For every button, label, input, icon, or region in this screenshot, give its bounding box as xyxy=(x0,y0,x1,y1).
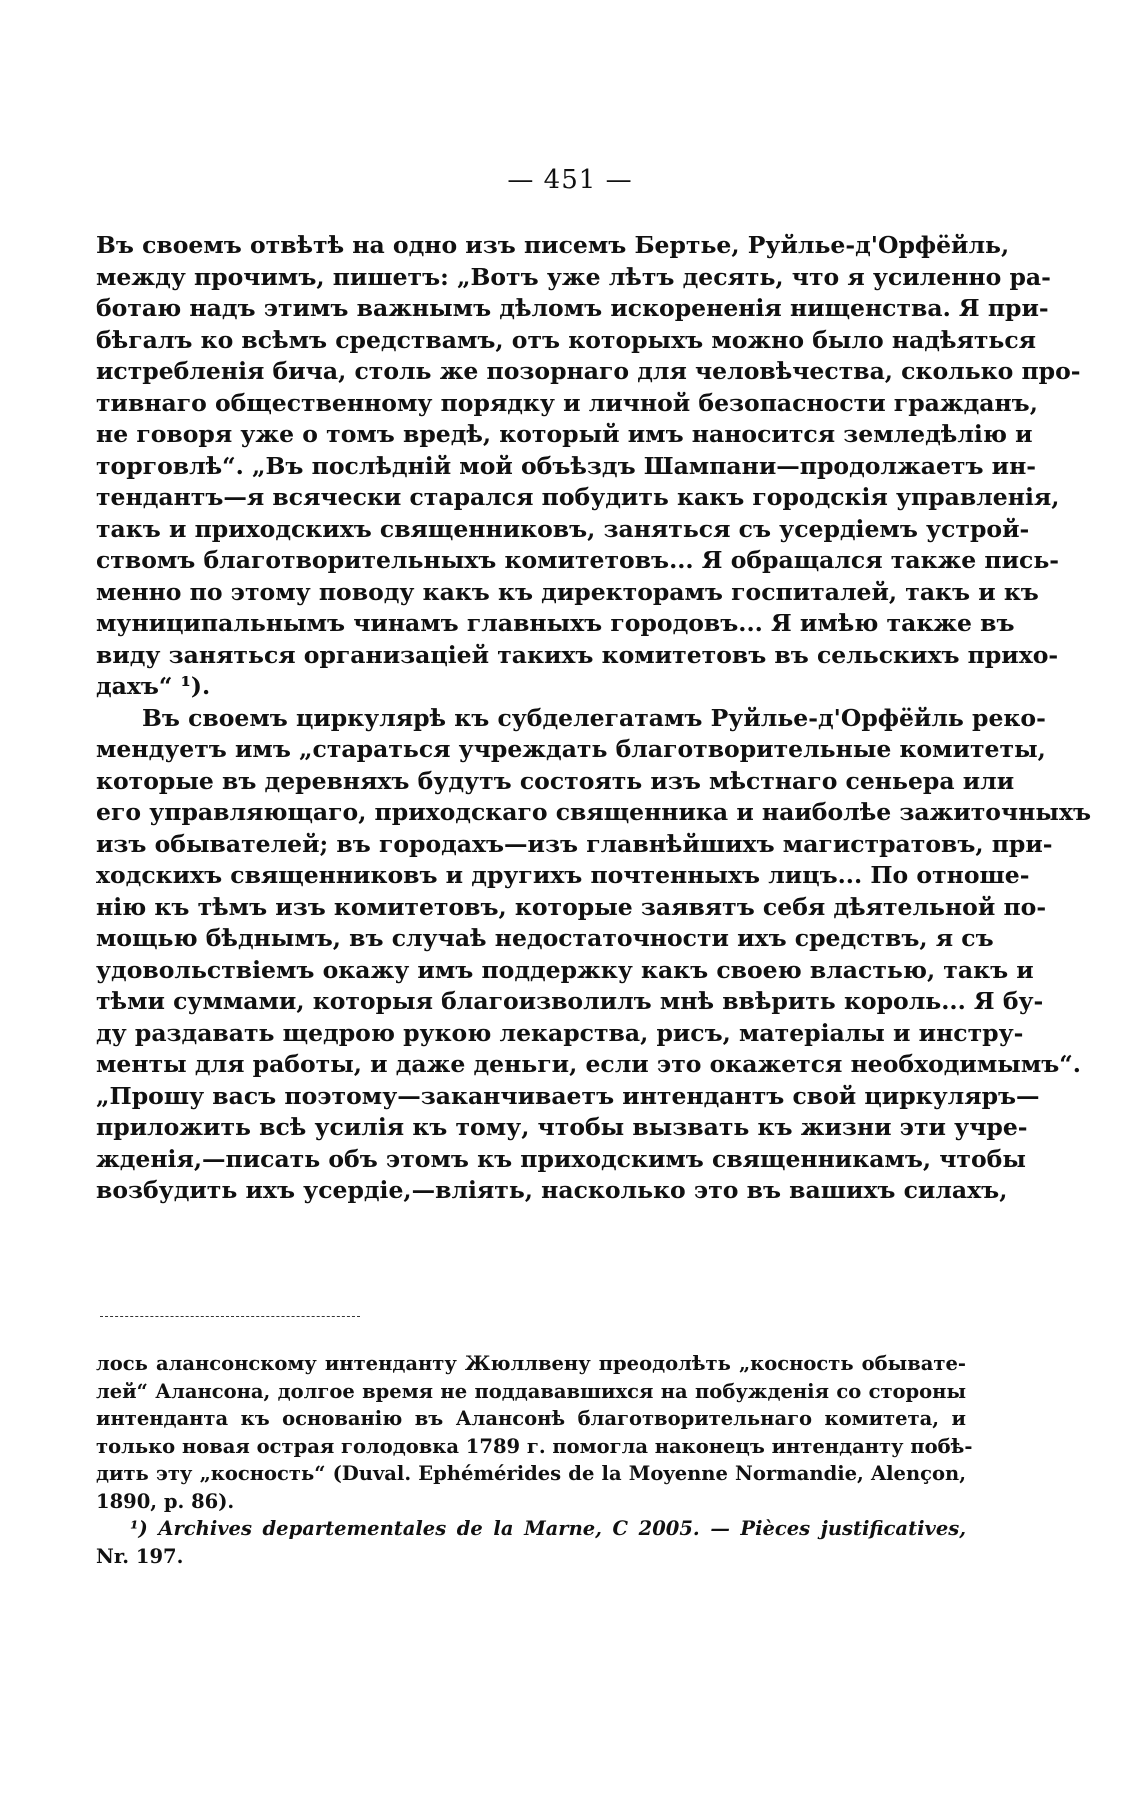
footnote-reference: ¹) Archives departementales de la Marne, C 2005. — Pièces justificatives, xyxy=(130,1517,966,1540)
text-line: ходскихъ священниковъ и другихъ почтенныхъ лицъ... По отноше- xyxy=(96,861,1030,889)
text-line: между прочимъ, пишетъ: „Вотъ уже лѣтъ десять, что я усиленно ра- xyxy=(96,262,1051,291)
footnote-line: 1890, p. 86). xyxy=(96,1489,235,1513)
text-line: менты для работы, и даже деньги, если это окажется необходимымъ“. xyxy=(96,1050,1081,1078)
text-line: Въ своемъ отвѣтѣ на одно изъ писемъ Бертье, Руйлье-д'Орфёйль, xyxy=(96,231,1010,259)
text-line: истребленія бича, столь же позорнаго для человѣчества, сколько про- xyxy=(96,357,1081,385)
text-line: ствомъ благотворительныхъ комитетовъ... Я обращался также пись- xyxy=(96,546,1060,574)
text-line: торговлѣ“. „Въ послѣдній мой объѣздъ Шампани—продолжаетъ ин- xyxy=(96,451,1037,480)
text-line: тивнаго общественному порядку и личной безопасности гражданъ, xyxy=(96,388,1038,417)
text-line-paragraph-start: Въ своемъ циркулярѣ къ субделегатамъ Руйлье-д'Орфёйль реко- xyxy=(142,703,1046,732)
footnotes xyxy=(96,1350,973,1570)
text-line: менно по этому поводу какъ къ директорамъ госпиталей, такъ и къ xyxy=(96,577,1039,606)
text-line: возбудить ихъ усердіе,—вліять, насколько это въ вашихъ силахъ, xyxy=(96,1176,1008,1204)
footnote-divider xyxy=(100,1316,360,1317)
page-number: — 451 — xyxy=(507,165,633,195)
text-line: бѣгалъ ко всѣмъ средствамъ, отъ которыхъ можно было надѣяться xyxy=(96,325,1037,354)
text-line: ботаю надъ этимъ важнымъ дѣломъ искорененія нищенства. Я при- xyxy=(96,294,1049,322)
text-line: мощью бѣднымъ, въ случаѣ недостаточности ихъ средствъ, я съ xyxy=(96,924,994,952)
text-line: его управляющаго, приходскаго священника и наиболѣе зажиточныхъ xyxy=(96,798,1091,826)
text-line: „Прошу васъ поэтому—заканчиваетъ интендантъ свой циркуляръ— xyxy=(96,1081,1040,1110)
footnote-line: интенданта къ основанію въ Алансонѣ благотворительнаго комитета, и xyxy=(96,1407,966,1430)
footnote-line: только новая острая голодовка 1789 г. помогла наконецъ интенданту побѣ- xyxy=(96,1434,973,1458)
text-line: нію къ тѣмъ изъ комитетовъ, которые заявятъ себя дѣятельной по- xyxy=(96,892,1047,921)
text-line: ду раздавать щедрою рукою лекарства, рисъ, матеріалы и инстру- xyxy=(96,1018,1024,1047)
text-line: жденія,—писать объ этомъ къ приходскимъ священникамъ, чтобы xyxy=(96,1144,1026,1173)
footnote-line: дить эту „косность“ (Duval. Ephémérides de la Moyenne Normandie, Alençon, xyxy=(96,1462,966,1485)
text-line: приложить всѣ усилія къ тому, чтобы вызвать къ жизни эти учре- xyxy=(96,1113,1028,1141)
footnote-line: Nr. 197. xyxy=(96,1544,184,1568)
footnote-line: лось алансонскому интенданту Жюллвену преодолѣть „косность обывате- xyxy=(96,1352,966,1375)
text-line-paragraph-end: дахъ“ ¹). xyxy=(96,672,211,700)
text-line: виду заняться организаціей такихъ комитетовъ въ сельскихъ прихо- xyxy=(96,640,1059,669)
text-line: которые въ деревняхъ будутъ состоять изъ мѣстнаго сеньера или xyxy=(96,766,1015,795)
text-line: удовольствіемъ окажу имъ поддержку какъ своею властью, такъ и xyxy=(96,955,1034,984)
text-line: такъ и приходскихъ священниковъ, заняться съ усердіемъ устрой- xyxy=(96,514,1030,543)
text-line: не говоря уже о томъ вредѣ, который имъ наносится земледѣлію и xyxy=(96,420,1033,448)
footnote-line: лей“ Алансона, долгое время не поддававшихся на побужденія со стороны xyxy=(96,1379,966,1403)
text-line: изъ обывателей; въ городахъ—изъ главнѣйшихъ магистратовъ, при- xyxy=(96,829,1053,858)
text-line: тендантъ—я всячески старался побудить какъ городскія управленія, xyxy=(96,483,1060,511)
text-line: муниципальнымъ чинамъ главныхъ городовъ... Я имѣю также въ xyxy=(96,609,1015,637)
text-line: мендуетъ имъ „стараться учреждать благотворительные комитеты, xyxy=(96,735,1046,763)
text-line: тѣми суммами, которыя благоизволилъ мнѣ ввѣрить король... Я бу- xyxy=(96,987,1044,1015)
main-text xyxy=(96,230,1091,1207)
